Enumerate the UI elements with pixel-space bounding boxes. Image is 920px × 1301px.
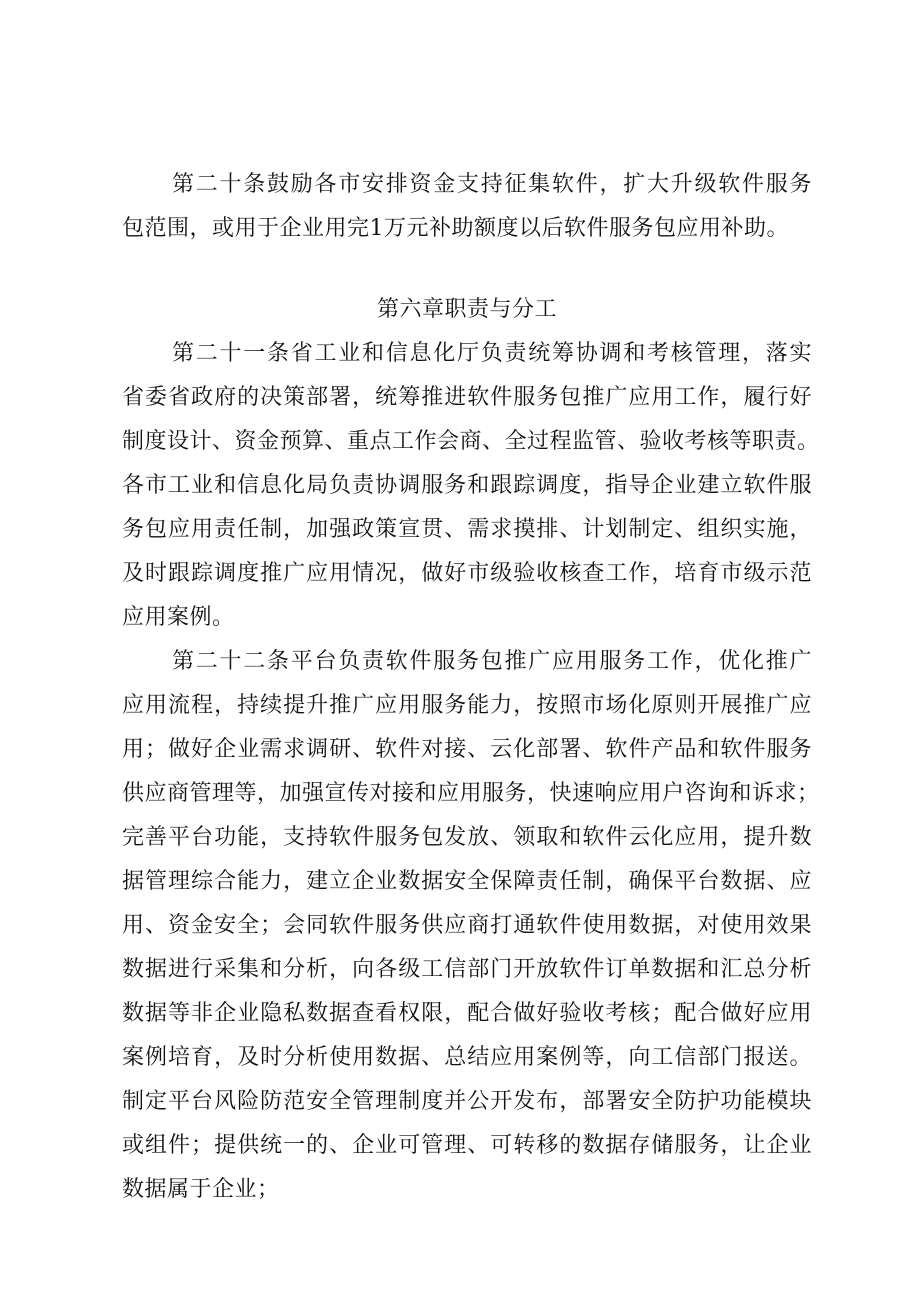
paragraph-line: 用；做好企业需求调研、软件对接、云化部署、软件产品和软件服务	[122, 737, 812, 762]
document-page	[122, 163, 820, 1212]
paragraph-line: 应用流程，持续提升推广应用服务能力，按照市场化原则开展推广应	[122, 693, 812, 718]
paragraph-line: 第二十一条省工业和信息化厅负责统筹协调和考核管理，落实	[172, 341, 812, 366]
paragraph-line: 据管理综合能力，建立企业数据安全保障责任制，确保平台数据、应	[122, 869, 812, 894]
chapter-heading: 第六章职责与分工	[376, 297, 557, 322]
paragraph-line: 数据进行采集和分析，向各级工信部门开放软件订单数据和汇总分析	[122, 957, 812, 982]
article-21-paragraph	[122, 332, 820, 640]
paragraph-line: 数据属于企业；	[122, 1177, 280, 1202]
article-22-paragraph	[122, 640, 820, 1212]
paragraph-line: 完善平台功能，支持软件服务包发放、领取和软件云化应用，提升数	[122, 825, 812, 850]
paragraph-line: 数据等非企业隐私数据查看权限，配合做好验收考核；配合做好应用	[122, 1001, 812, 1026]
paragraph-line: 案例培育，及时分析使用数据、总结应用案例等，向工信部门报送。	[122, 1045, 812, 1070]
paragraph-line: 用、资金安全；会同软件服务供应商打通软件使用数据，对使用效果	[122, 913, 812, 938]
paragraph-line: 第二十二条平台负责软件服务包推广应用服务工作，优化推广	[172, 649, 812, 674]
paragraph-line: 包范围，或用于企业用完1万元补助额度以后软件服务包应用补助。	[122, 216, 789, 241]
paragraph-line: 及时跟踪调度推广应用情况，做好市级验收核查工作，培育市级示范	[122, 561, 812, 586]
paragraph-line: 第二十条鼓励各市安排资金支持征集软件，扩大升级软件服务	[172, 172, 812, 197]
paragraph-line: 制定平台风险防范安全管理制度并公开发布，部署安全防护功能模块	[122, 1089, 812, 1114]
paragraph-line: 务包应用责任制，加强政策宣贯、需求摸排、计划制定、组织实施，	[122, 517, 812, 542]
paragraph-line: 应用案例。	[122, 605, 235, 630]
paragraph-line: 各市工业和信息化局负责协调服务和跟踪调度，指导企业建立软件服	[122, 473, 812, 498]
paragraph-line: 制度设计、资金预算、重点工作会商、全过程监管、验收考核等职责。	[122, 429, 820, 454]
article-20-paragraph	[122, 163, 812, 251]
paragraph-line: 或组件；提供统一的、企业可管理、可转移的数据存储服务，让企业	[122, 1133, 812, 1158]
paragraph-line: 省委省政府的决策部署，统筹推进软件服务包推广应用工作，履行好	[122, 385, 812, 410]
paragraph-line: 供应商管理等，加强宣传对接和应用服务，快速响应用户咨询和诉求；	[122, 781, 820, 806]
